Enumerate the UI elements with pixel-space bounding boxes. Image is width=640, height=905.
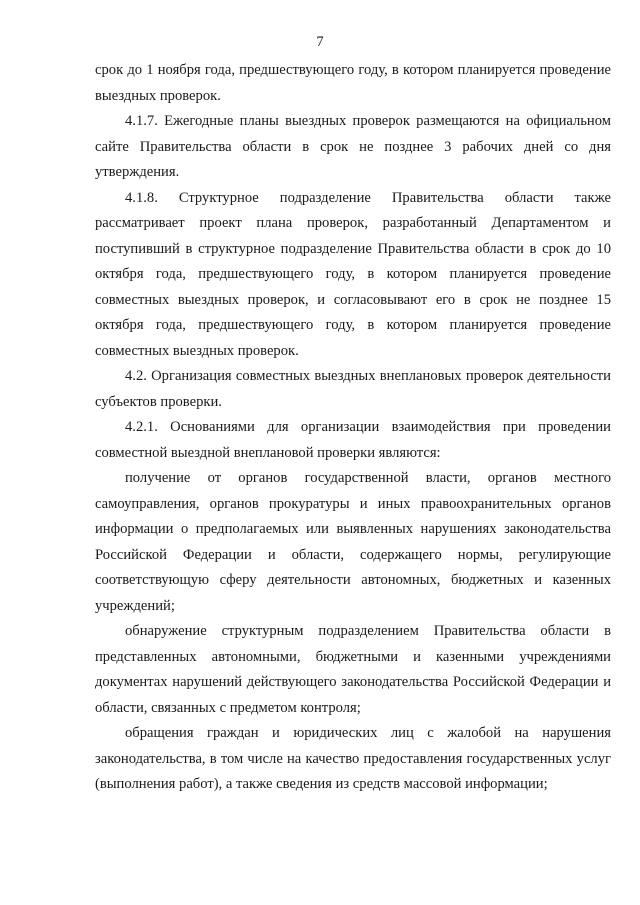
paragraph-continuation: срок до 1 ноября года, предшествующего году, в котором планируется проведение выездных проверок. [95,62,611,104]
paragraph-4-2-1: 4.2.1. Основаниями для организации взаимодействия при проведении совместной выездной внеплановой проверки являются: [95,419,611,461]
paragraph-4-1-8: 4.1.8. Структурное подразделение Правительства области также рассматривает проект плана проверок, разработанный Департаментом и поступивший в структурное подразделение Правительства области в срок до 10 октября года, предшествующего году, в котором планируется проведение совместных выездных проверок, и согласовывают его в срок не позднее 15 октября года, предшествующего году, в котором планируется проведение совместных выездных проверок. [95,189,611,359]
list-item-citizen-complaints: обращения граждан и юридических лиц с жалобой на нарушения законодательства, в том числе на качество предоставления государственных услуг (выполнения работ), а также сведения из средств массовой информации; [95,725,611,792]
document-body [95,58,611,798]
paragraph-4-2: 4.2. Организация совместных выездных внеплановых проверок деятельности субъектов проверки. [95,368,611,410]
paragraph-4-1-7: 4.1.7. Ежегодные планы выездных проверок размещаются на официальном сайте Правительства области в срок не позднее 3 рабочих дней со дня утверждения. [95,113,611,180]
list-item-information-received: получение от органов государственной власти, органов местного самоуправления, органов прокуратуры и иных правоохранительных органов информации о предполагаемых или выявленных нарушениях законодательства Российской Федерации и области, содержащего нормы, регулирующие соответствующую сферу деятельности автономных, бюджетных и казенных учреждений; [95,470,611,614]
page-number: 7 [316,34,324,50]
list-item-violations-detected: обнаружение структурным подразделением Правительства области в представленных автономными, бюджетными и казенными учреждениями документах нарушений действующего законодательства Российской Федерации и области, связанных с предметом контроля; [95,623,611,716]
